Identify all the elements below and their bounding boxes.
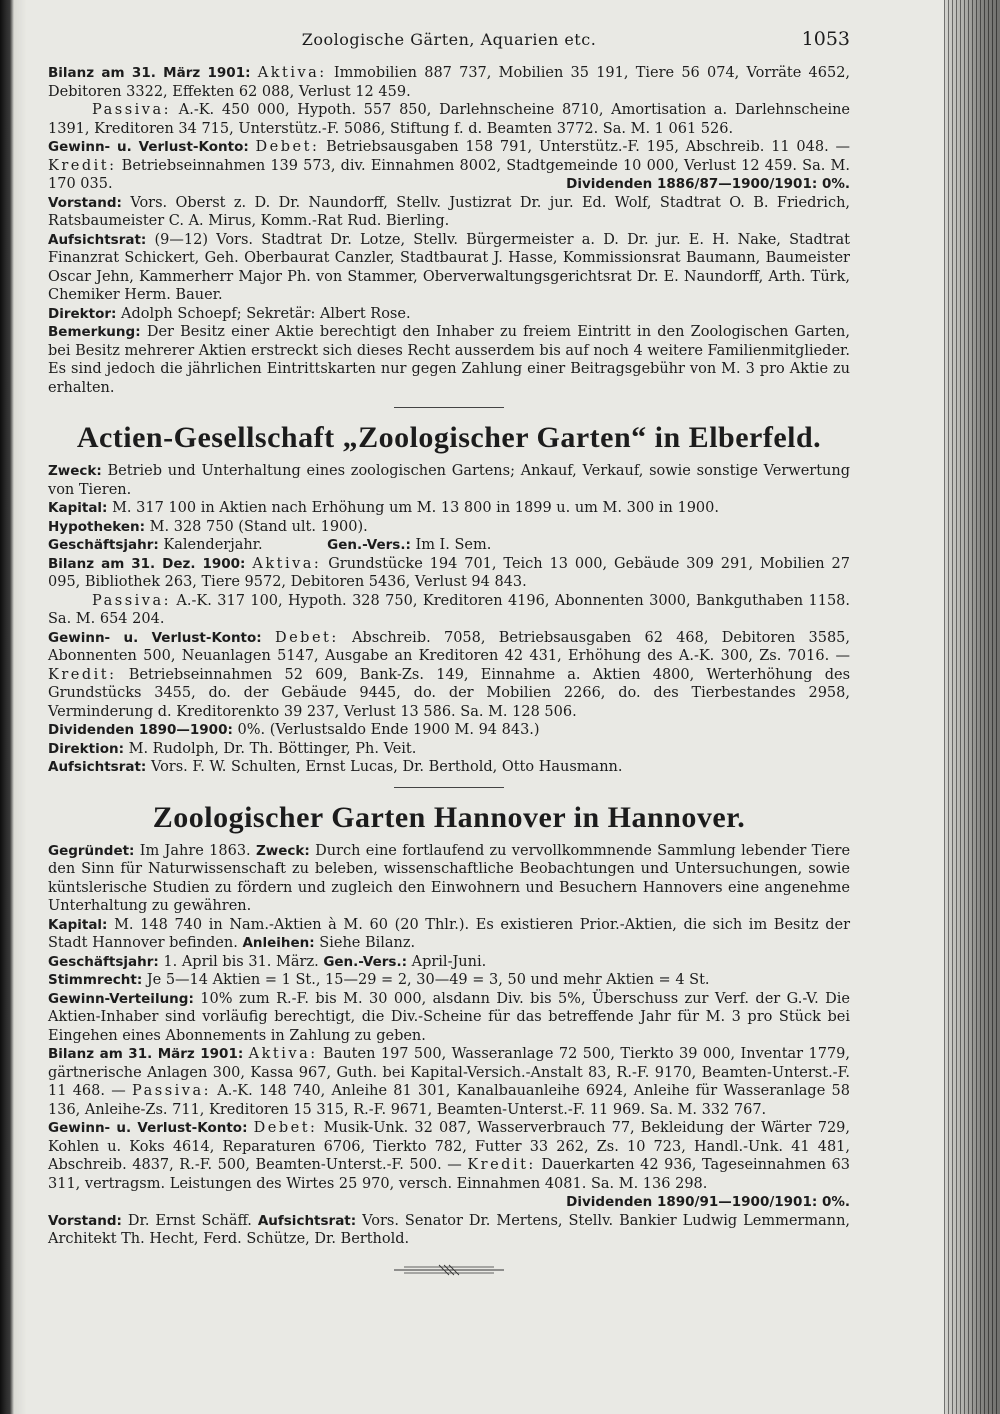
geschaeftsjahr-entry [48, 536, 850, 555]
page-content [48, 64, 850, 1277]
end-ornament [394, 1263, 504, 1277]
scan-binding-edge [944, 0, 1000, 1414]
kredit-text: Dauerkarten 42 936, Tageseinnahmen 63 311, vertragsm. Leistungen des Wirtes 25 970, versch. Einnahmen 4081. Sa. M. 136 298. [48, 1157, 850, 1192]
guv-entry [48, 1119, 850, 1212]
dividenden-text: Dividenden 1886/87—1900/1901: 0%. [566, 176, 850, 192]
section-elberfeld [48, 420, 850, 777]
passiva-entry [48, 592, 850, 629]
direktor-text: Adolph Schoepf; Sekretär: Albert Rose. [121, 305, 411, 322]
kapital-text: M. 317 100 in Aktien nach Erhöhung um M. 13 800 in 1899 u. um M. 300 in 1900. [112, 500, 719, 516]
kredit-text: Betriebseinnahmen 52 609, Bank-Zs. 149, Einnahme a. Aktien 4800, Werterhöhung des Grundstücks 3455, do. der Gebäude 9445, do. der Mobilien 2266, do. des Tierbestandes 2958, Verminderung d. Kreditorenkto 39 237, Verlust 13 586. Sa. M. 128 506. [48, 666, 851, 720]
bemerkung-entry [48, 323, 850, 397]
vorstand-entry [48, 194, 850, 231]
company-heading: Actien-Gesellschaft „Zoologischer Garten“ in Elberfeld. [76, 421, 822, 454]
direktion-text: M. Rudolph, Dr. Th. Böttinger, Ph. Veit. [128, 740, 417, 757]
direktion-label: Direktion: [48, 740, 124, 757]
aufsichtsrat-text: Vors. F. W. Schulten, Ernst Lucas, Dr. Berthold, Otto Hausmann. [150, 759, 623, 775]
bilanz-entry [48, 1045, 850, 1119]
aufsichtsrat-entry [48, 231, 850, 305]
kapital-entry [48, 499, 850, 518]
kapital-label: Kapital: [48, 916, 108, 933]
aufsichtsrat-text: Vors. Senator Dr. Mertens, Stellv. Bankier Ludwig Lemmermann, Architekt Th. Hecht, Ferd. Schütze, Dr. Berthold. [48, 1212, 851, 1247]
bemerkung-label: Bemerkung: [48, 324, 141, 340]
anleihen-label: Anleihen: [242, 935, 315, 951]
gegruendet-text: Im Jahre 1863. [139, 842, 251, 859]
guv-entry [48, 629, 850, 722]
zweck-text: Betrieb und Unterhaltung eines zoologischen Gartens; Ankauf, Verkauf, sowie sonstige Verwertung von Tieren. [48, 463, 850, 498]
genvers-label: Gen.-Vers.: [323, 953, 407, 970]
kredit-word: Kredit: [467, 1157, 536, 1173]
passiva-text: A.-K. 317 100, Hypoth. 328 750, Kreditoren 4196, Abonnenten 3000, Bankguthaben 1158. Sa. M. 654 204. [48, 592, 851, 627]
dividenden-text: 0%. (Verlustsaldo Ende 1900 M. 94 843.) [237, 722, 540, 738]
kapital-label: Kapital: [48, 500, 108, 516]
dividenden-label: Dividenden 1890—1900: [48, 722, 233, 738]
aufsichtsrat-label: Aufsichtsrat: [257, 1212, 357, 1229]
vorstand-label: Vorstand: [48, 1212, 122, 1229]
gegruendet-label: Gegründet: [48, 842, 135, 859]
guv-label: Gewinn- u. Verlust-Konto: [48, 1120, 248, 1136]
debet-word: Debet: [274, 629, 339, 646]
genvers-text: April-Juni. [411, 953, 487, 970]
aufsichtsrat-label: Aufsichtsrat: [48, 759, 147, 775]
aufsichtsrat-text: (9—12) Vors. Stadtrat Dr. Lotze, Stellv. Bürgermeister a. D. Dr. jur. E. H. Nake, Stadtrat Finanzrat Schickert, Geh. Oberbaurat Canzler, Stadtbaurat J. Hasse, Kommissionsrat Baumann, Baumeister Oscar Jehn, Kammerherr Major Ph. von Stammer, Oberverwaltungsgerichtsrat Dr. E. Naundorff, Arth. Türk, Chemiker Herm. Bauer. [48, 231, 851, 303]
section-continued [48, 64, 850, 397]
geschaeftsjahr-text: Kalenderjahr. [163, 537, 263, 553]
page-number: 1053 [801, 28, 850, 50]
passiva-word: Passiva: [92, 592, 171, 609]
vorstand-entry [48, 1212, 850, 1249]
dividenden-text: Dividenden 1890/91—1900/1901: 0%. [566, 1194, 850, 1210]
hypotheken-text: M. 328 750 (Stand ult. 1900). [149, 518, 368, 535]
geschaeftsjahr-label: Geschäftsjahr: [48, 537, 159, 553]
kredit-word: Kredit: [48, 157, 117, 174]
zweck-entry [48, 462, 850, 499]
aktiva-word: Aktiva: [252, 555, 322, 572]
geschaeftsjahr-text: 1. April bis 31. März. [163, 953, 319, 970]
gewinnverteilung-label: Gewinn-Verteilung: [48, 990, 194, 1007]
gewinnverteilung-text: 10% zum R.-F. bis M. 30 000, alsdann Div. bis 5%, Überschuss zur Verf. der G.-V. Die Aktien-Inhaber sind vorläufig berechtigt, die Div.-Scheine für das betreffende Jahr für M. 3 pro Stück bei Eingehen eines Abonnements in Zahlung zu geben. [48, 990, 850, 1044]
section-divider [394, 787, 504, 788]
genvers-text: Im I. Sem. [415, 537, 492, 553]
bilanz-label: Bilanz am 31. Dez. 1900: [48, 555, 246, 572]
vorstand-text: Vors. Oberst z. D. Dr. Naundorff, Stellv. Justizrat Dr. jur. Ed. Wolf, Stadtrat O. B. Friedrich, Ratsbaumeister C. A. Mirus, Komm.-Rat Rud. Bierling. [48, 194, 851, 229]
zweck-text: Durch eine fortlaufend zu vervollkommnende Sammlung lebender Tiere den Sinn für Naturwissenschaft zu beleben, wissenschaftliche Beobachtungen und Untersuchungen, sowie küntslerische Studien zu fördern und zugleich den Einwohnern und Besuchern Hannovers eine angenehme Unterhaltung zu gewähren. [48, 842, 851, 914]
direktor-entry [48, 305, 850, 324]
guv-label: Gewinn- u. Verlust-Konto: [48, 629, 262, 646]
section-divider [394, 407, 504, 408]
stimmrecht-text: Je 5—14 Aktien = 1 St., 15—29 = 2, 30—49 = 3, 50 und mehr Aktien = 4 St. [146, 972, 710, 988]
hypotheken-label: Hypotheken: [48, 518, 146, 535]
company-heading: Zoologischer Garten Hannover in Hannover. [152, 800, 746, 834]
debet-word: Debet: [255, 139, 320, 155]
gegruendet-entry [48, 842, 850, 916]
dividenden-entry [48, 721, 850, 740]
geschaeftsjahr-entry [48, 953, 850, 972]
zweck-label: Zweck: [255, 842, 310, 859]
direktor-label: Direktor: [48, 305, 117, 322]
geschaeftsjahr-label: Geschäftsjahr: [48, 953, 159, 970]
aktiva-text: Grundstücke 194 701, Teich 13 000, Gebäude 309 291, Mobilien 27 095, Bibliothek 263, Tiere 9572, Debitoren 5436, Verlust 94 843. [48, 555, 850, 590]
passiva-entry [48, 101, 850, 138]
stimmrecht-label: Stimmrecht: [48, 972, 143, 988]
aktiva-text: Immobilien 887 737, Mobilien 35 191, Tiere 56 074, Vorräte 4652, Debitoren 3322, Effekten 62 088, Verlust 12 459. [48, 65, 851, 100]
kapital-text: M. 148 740 in Nam.-Aktien à M. 60 (20 Thlr.). Es existieren Prior.-Aktien, die sich im Besitz der Stadt Hannover befinden. [48, 916, 851, 951]
passiva-word: Passiva: [132, 1083, 212, 1099]
hypotheken-entry [48, 518, 850, 537]
aufsichtsrat-label: Aufsichtsrat: [48, 231, 147, 248]
aufsichtsrat-entry [48, 758, 850, 777]
aktiva-text: Bauten 197 500, Wasseranlage 72 500, Tierkto 39 000, Inventar 1779, gärtnerische Anlagen 300, Kassa 967, Guth. bei Kapital-Versich.-Anstalt 83, R.-F. 9170, Beamten-Unterst.-F. 11 468. — [48, 1046, 851, 1099]
zweck-label: Zweck: [48, 463, 102, 479]
bilanz-label: Bilanz am 31. März 1901: [48, 65, 251, 81]
guv-label: Gewinn- u. Verlust-Konto: [48, 139, 249, 155]
debet-text: Betriebsausgaben 158 791, Unterstütz.-F. 195, Abschreib. 11 048. — [326, 139, 851, 155]
bilanz-entry [48, 555, 850, 592]
kredit-word: Kredit: [48, 666, 117, 683]
aktiva-word: Aktiva: [257, 65, 327, 81]
kapital-entry [48, 916, 850, 953]
guv-entry [48, 138, 850, 194]
aktiva-word: Aktiva: [248, 1046, 318, 1062]
debet-text: Abschreib. 7058, Betriebsausgaben 62 468, Debitoren 3585, Abonnenten 500, Neuanlagen 5147, Ausgabe an Kreditoren 42 431, Erhöhung des A.-K. 300, Zs. 7016. — [48, 629, 851, 664]
passiva-word: Passiva: [92, 102, 171, 118]
anleihen-text: Siehe Bilanz. [319, 935, 416, 951]
vorstand-label: Vorstand: [48, 194, 122, 211]
gewinnverteilung-entry [48, 990, 850, 1046]
page-header [48, 30, 850, 56]
passiva-text: A.-K. 450 000, Hypoth. 557 850, Darlehnscheine 8710, Amortisation a. Darlehnscheine 1391, Kreditoren 34 715, Unterstütz.-F. 5086, Stiftung f. d. Beamten 3772. Sa. M. 1 061 526. [48, 102, 851, 137]
stimmrecht-entry [48, 971, 850, 990]
genvers-label: Gen.-Vers.: [327, 537, 411, 553]
bilanz-entry [48, 64, 850, 101]
direktion-entry [48, 740, 850, 759]
kredit-text: Betriebseinnahmen 139 573, div. Einnahmen 8002, Stadtgemeinde 10 000, Verlust 12 459. Sa. M. 170 035. [48, 157, 850, 192]
section-hannover [48, 800, 850, 1277]
running-title: Zoologische Gärten, Aquarien etc. [301, 30, 597, 49]
bemerkung-text: Der Besitz einer Aktie berechtigt den Inhaber zu freiem Eintritt in den Zoologischen Garten, bei Besitz mehrerer Aktien erstreckt sich dieses Recht ausserdem bis auf noch 4 weitere Familienmitglieder. Es sind jedoch die jährlichen Eintrittskarten nur gegen Zahlung einer Beitragsgebühr von M. 3 pro Aktie zu erhalten. [48, 324, 851, 396]
debet-text: Musik-Unk. 32 087, Wasserverbrauch 77, Bekleidung der Wärter 729, Kohlen u. Koks 4614, Reparaturen 6706, Tierkto 782, Futter 33 262, Zs. 10 723, Handl.-Unk. 41 481, Abschreib. 4837, R.-F. 500, Beamten-Unterst.-F. 500. — [48, 1120, 851, 1173]
scan-left-edge [0, 0, 26, 1414]
debet-word: Debet: [253, 1120, 318, 1136]
vorstand-text: Dr. Ernst Schäff. [127, 1212, 252, 1229]
bilanz-label: Bilanz am 31. März 1901: [48, 1046, 244, 1062]
passiva-text: A.-K. 148 740, Anleihe 81 301, Kanalbauanleihe 6924, Anleihe für Wasseranlage 58 136, Anleihe-Zs. 711, Kreditoren 15 315, R.-F. 9671, Beamten-Unterst.-F. 11 969. Sa. M. 332 767. [48, 1083, 850, 1118]
